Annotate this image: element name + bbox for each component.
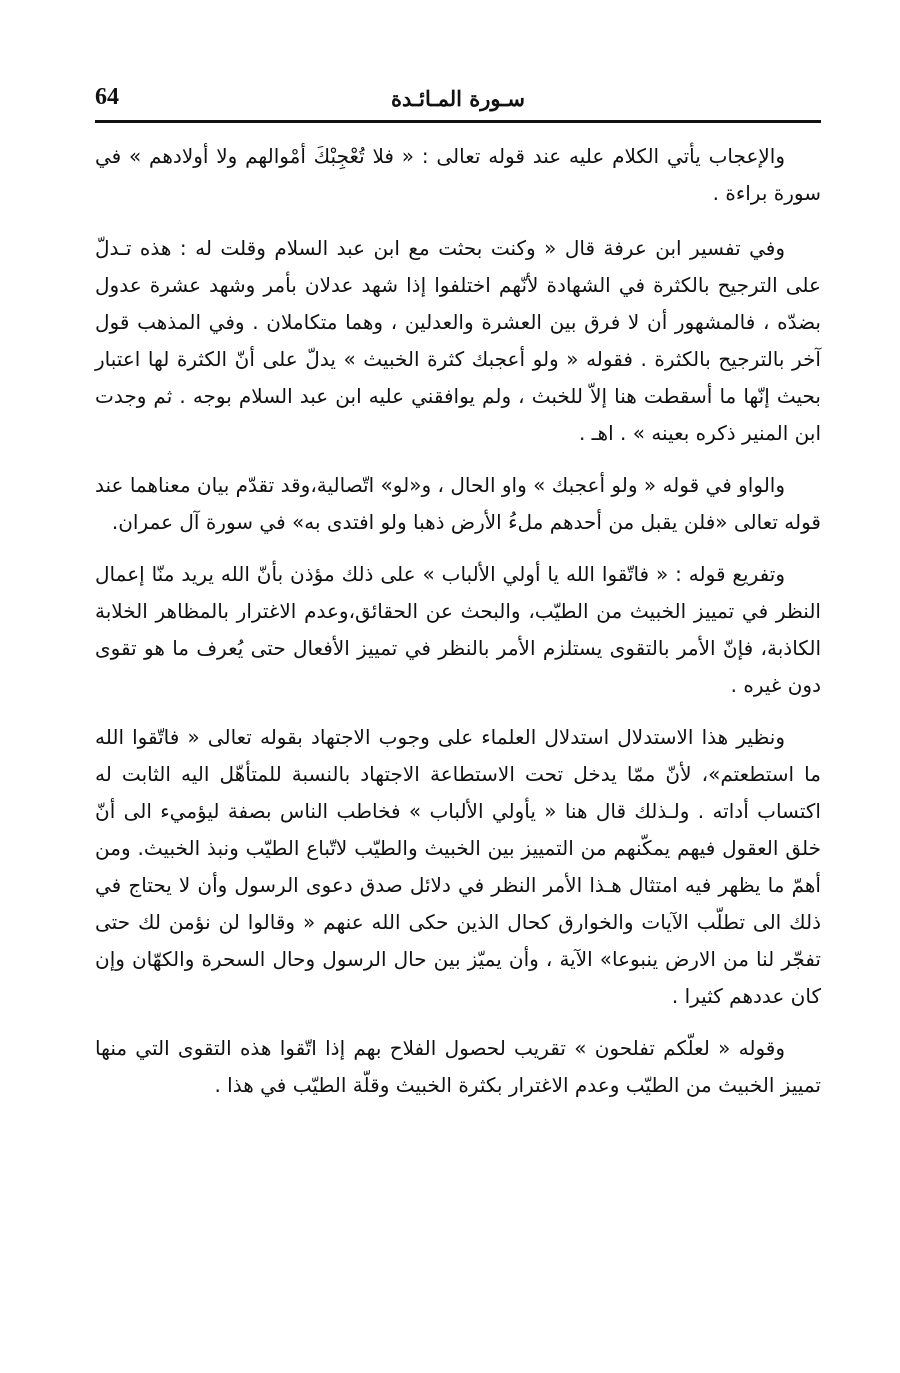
page-number: 64 xyxy=(95,84,119,110)
paragraph-1: والإعجاب يأتي الكلام عليه عند قوله تعالى : « فلا تُعْجِبْكَ أمْوالهم ولا أولادهم » في سورة براءة . xyxy=(95,144,821,205)
paragraph-4: وتفريع قوله : « فاتّقوا الله يا أولي الألباب » على ذلك مؤذن بأنّ الله يريد منّا إعمال النظر في تمييز الخبيث من الطيّب، والبحث عن الحقائق،وعدم الاغترار بالمظاهر الخلابة الكاذبة، فإنّ الأمر بالتقوى يستلزم الأمر بالنظر في تمييز الأفعال حتى يُعرف ما هو تقوى دون غيره . xyxy=(95,562,821,697)
running-title: سـورة المـائـدة xyxy=(391,86,525,111)
paragraph-5: ونظير هذا الاستدلال استدلال العلماء على وجوب الاجتهاد بقوله تعالى « فاتّقوا الله ما استطعتم»، لأنّ ممّا يدخل تحت الاستطاعة الاجتهاد بالنسبة للمتأهّل اليه الثابت له اكتساب أداته . ولـذلك قال هنا « يأولي الألباب » فخاطب الناس بصفة ليؤميء الى أنّ خلق العقول فيهم يمكّنهم من التمييز بين الخبيث والطيّب لاتّباع الطيّب ونبذ الخبيث. ومن أهمّ ما يظهر فيه امتثال هـذا الأمر النظر في دلائل صدق دعوى الرسول وأن لا يحتاج في ذلك الى تطلّب الآيات والخوارق كحال الذين حكى الله عنهم « وقالوا لن نؤمن لك حتى تفجّر لنا من الارض ينبوعا» الآية ، وأن يميّز بين حال الرسول وحال السحرة والكهّان وإن كان عددهم كثيرا . xyxy=(95,725,821,1008)
page-header xyxy=(95,80,821,120)
paragraph-3: والواو في قوله « ولو أعجبك » واو الحال ، و«لو» اتّصالية،وقد تقدّم بيان معناهما عند قوله تعالى «فلن يقبل من أحدهم ملءُ الأرض ذهبا ولو افتدى به» في سورة آل عمران. xyxy=(95,473,821,534)
header-rule xyxy=(95,120,821,123)
paragraph-2: وفي تفسير ابن عرفة قال « وكنت بحثت مع ابن عبد السلام وقلت له : هذه تـدلّ على الترجيح بالكثرة في الشهادة لأنّهم اختلفوا إذا شهد عدلان بأمر وشهد عشرة عدول بضدّه ، فالمشهور أن لا فرق بين العشرة والعدلين ، وهما متكاملان . وفي المذهب قول آخر بالترجيح بالكثرة . فقوله « ولو أعجبك كثرة الخبيث » يدلّ على أنّ الكثرة لها اعتبار بحيث إنّها ما أسقطت هنا إلاّ للخبث ، ولم يوافقني عليه ابن عبد السلام بوجه . ثم وجدت ابن المنير ذكره بعينه » . اهـ . xyxy=(95,236,821,445)
paragraph-6: وقوله « لعلّكم تفلحون » تقريب لحصول الفلاح بهم إذا اتّقوا هذه التقوى التي منها تمييز الخبيث من الطيّب وعدم الاغترار بكثرة الخبيث وقلّة الطيّب في هذا . xyxy=(95,1036,821,1097)
page-body xyxy=(95,138,821,1119)
